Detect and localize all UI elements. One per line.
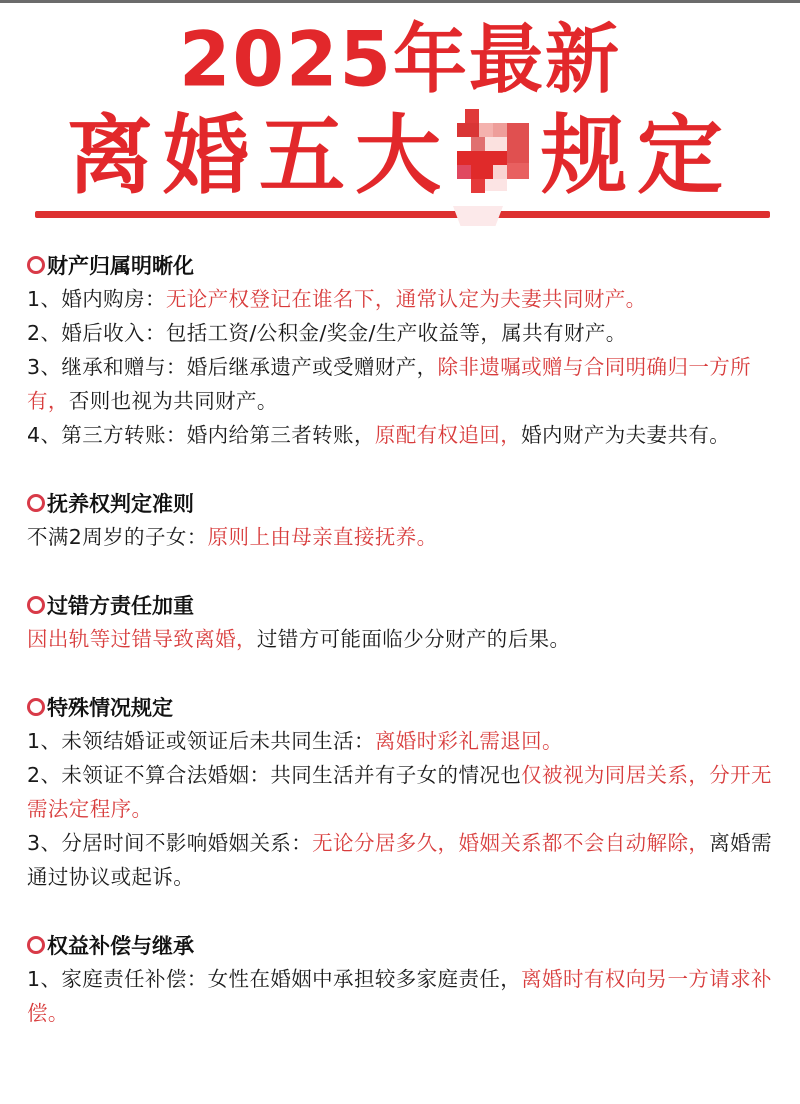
section-title xyxy=(27,486,777,520)
section-title-text: 过错方责任加重 xyxy=(47,594,194,618)
body-text: 不满2周岁的子女： xyxy=(27,525,208,549)
body-text: 4、第三方转账：婚内给第三者转账， xyxy=(27,423,375,447)
censored-mosaic xyxy=(457,109,535,199)
circle-icon xyxy=(27,596,45,614)
body-text: 1、未领结婚证或领证后未共同生活： xyxy=(27,729,375,753)
list-item xyxy=(27,316,777,350)
body-text: 2、婚后收入：包括工资/公积金/奖金/生产收益等，属共有财产。 xyxy=(27,321,627,345)
list-item xyxy=(27,282,777,316)
section xyxy=(27,928,777,1030)
list-item xyxy=(27,350,777,418)
highlight-text: 仅被视为同居关系，分开无需法定程序。 xyxy=(27,763,772,821)
body-text: 过错方可能面临少分财产的后果。 xyxy=(256,627,571,651)
content-body xyxy=(27,248,777,1064)
highlight-text: 原配有权追回， xyxy=(374,423,522,447)
highlight-text: 离婚时彩礼需退回。 xyxy=(374,729,563,753)
divider-mosaic-notch xyxy=(453,206,503,226)
circle-icon xyxy=(27,936,45,954)
body-text: 离婚需通过协议或起诉。 xyxy=(27,831,772,889)
list-item xyxy=(27,758,777,826)
body-text: 1、家庭责任补偿：女性在婚姻中承担较多家庭责任， xyxy=(27,967,522,991)
circle-icon xyxy=(27,256,45,274)
section-title xyxy=(27,690,777,724)
highlight-text: 无论分居多久，婚姻关系都不会自动解除， xyxy=(312,831,710,855)
highlight-text: 原则上由母亲直接抚养。 xyxy=(207,525,438,549)
section xyxy=(27,248,777,452)
section-title xyxy=(27,248,777,282)
title-line-1: 2025年最新 xyxy=(179,16,621,104)
body-text: 3、继承和赠与：婚后继承遗产或受赠财产， xyxy=(27,355,438,379)
section xyxy=(27,588,777,656)
list-item xyxy=(27,826,777,894)
section-title xyxy=(27,928,777,962)
body-text: 否则也视为共同财产。 xyxy=(68,389,278,413)
title-line-2 xyxy=(0,108,800,204)
title-line-2-before: 离婚五大 xyxy=(67,106,451,206)
body-text: 1、婚内购房： xyxy=(27,287,166,311)
section-title-text: 特殊情况规定 xyxy=(47,696,173,720)
body-text: 婚内财产为夫妻共有。 xyxy=(521,423,731,447)
title-line-2-after: 规定 xyxy=(541,106,733,206)
top-edge-bar xyxy=(0,0,800,3)
title-divider xyxy=(35,211,770,218)
section-title-text: 财产归属明晰化 xyxy=(47,254,194,278)
list-item xyxy=(27,520,777,554)
circle-icon xyxy=(27,698,45,716)
list-item xyxy=(27,724,777,758)
highlight-text: 离婚时有权向另一方请求补偿。 xyxy=(27,967,772,1025)
highlight-text: 除非遗嘱或赠与合同明确归一方所有， xyxy=(27,355,752,413)
list-item xyxy=(27,622,777,656)
highlight-text: 无论产权登记在谁名下，通常认定为夫妻共同财产。 xyxy=(165,287,647,311)
circle-icon xyxy=(27,494,45,512)
section-title-text: 权益补偿与继承 xyxy=(47,934,194,958)
body-text: 3、分居时间不影响婚姻关系： xyxy=(27,831,313,855)
body-text: 2、未领证不算合法婚姻：共同生活并有子女的情况也 xyxy=(27,763,522,787)
list-item xyxy=(27,418,777,452)
section-title xyxy=(27,588,777,622)
list-item xyxy=(27,962,777,1030)
section-title-text: 抚养权判定准则 xyxy=(47,492,194,516)
highlight-text: 因出轨等过错导致离婚， xyxy=(27,627,257,651)
section xyxy=(27,690,777,894)
section xyxy=(27,486,777,554)
